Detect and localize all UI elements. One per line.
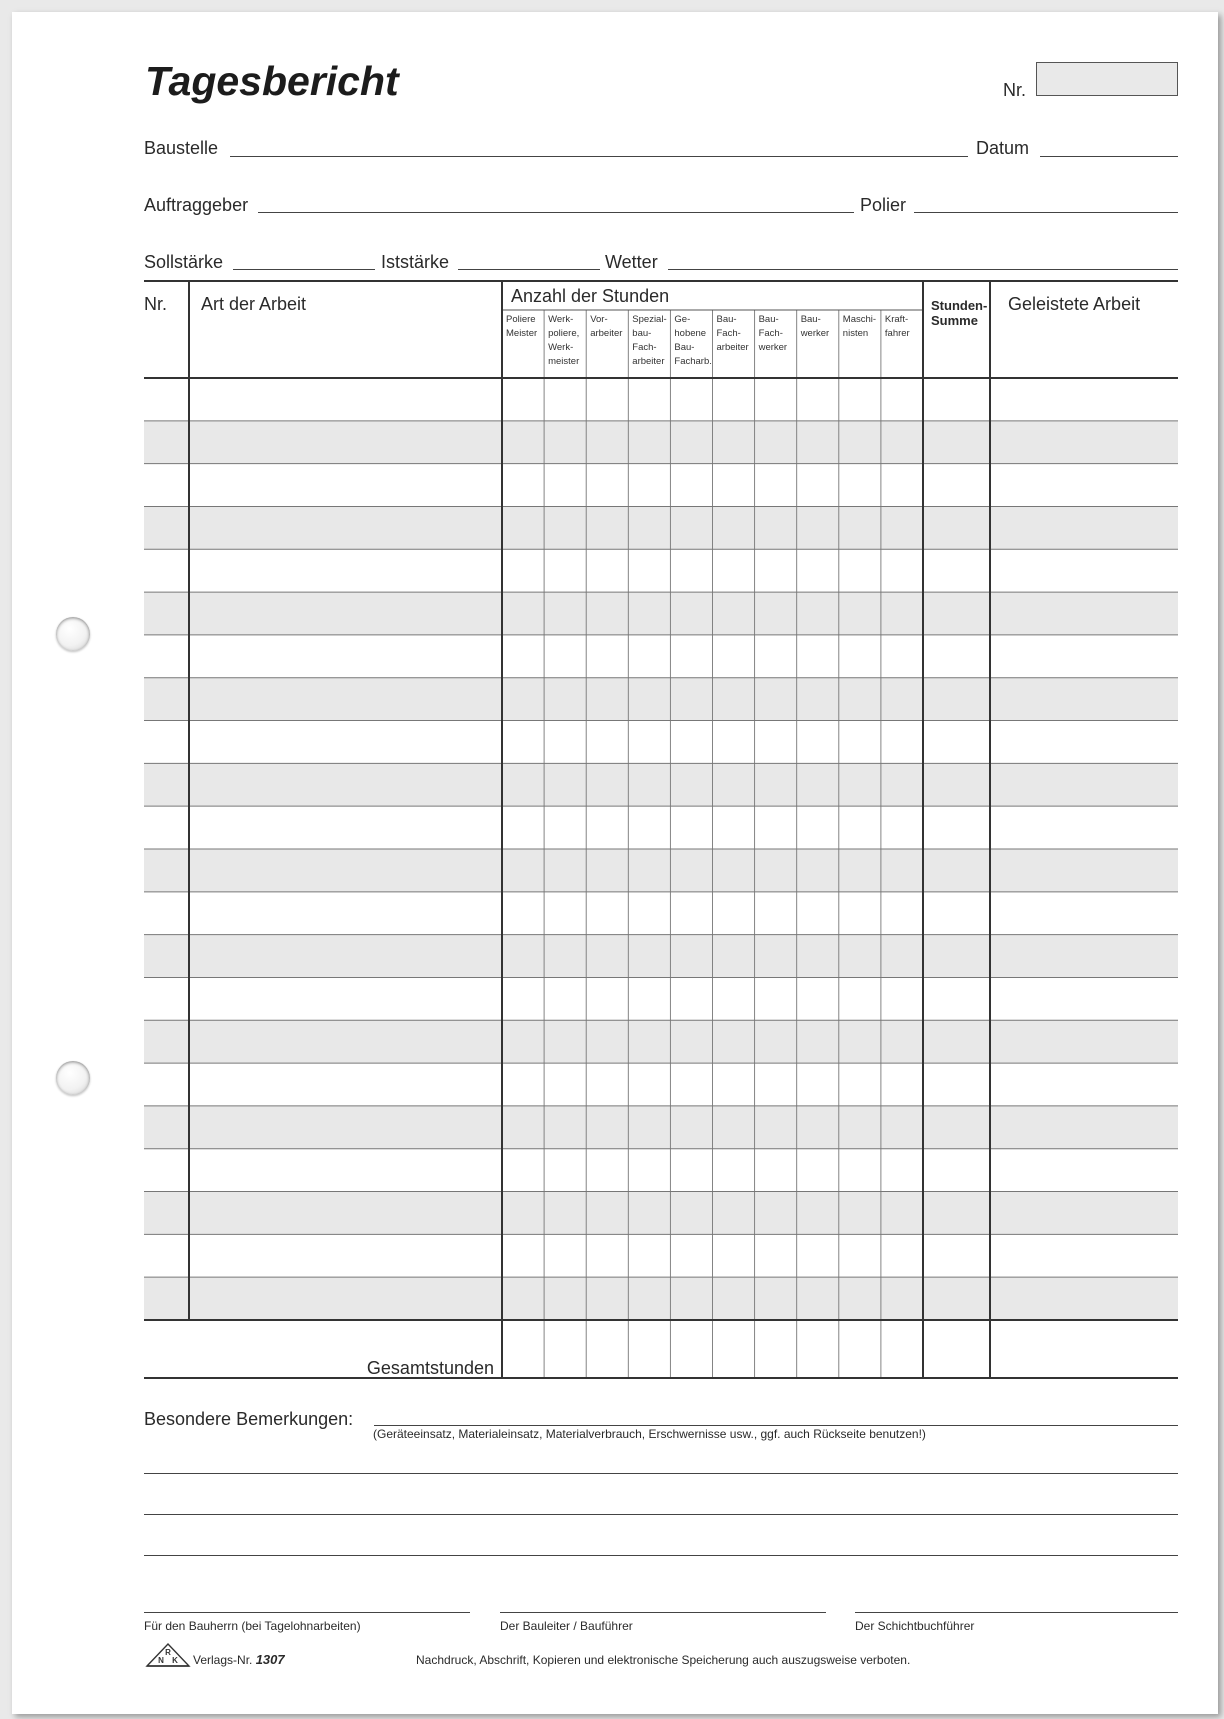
auftraggeber-label: Auftraggeber xyxy=(144,195,249,215)
worker-category-header-line: fahrer xyxy=(884,328,910,339)
table-row-shade xyxy=(144,1277,1178,1320)
worker-category-header xyxy=(674,313,712,369)
worker-category-header-line: Bau- xyxy=(800,314,821,325)
svg-text:N: N xyxy=(158,1656,164,1665)
sollstaerke-label: Sollstärke xyxy=(144,252,224,272)
signature-label-schichtbuch: Der Schichtbuchführer xyxy=(855,1619,975,1633)
gesamtstunden-label: Gesamtstunden xyxy=(366,1358,494,1378)
table-row-shade xyxy=(144,763,1178,806)
publisher-number-prefix: Verlags-Nr. xyxy=(193,1653,253,1667)
worker-category-header-line: arbeiter xyxy=(590,328,623,339)
worker-category-header-line: Bau- xyxy=(674,342,695,353)
worker-category-header-line: Werk- xyxy=(548,314,574,325)
worker-category-header-line: werker xyxy=(800,328,830,339)
worker-category-header-line: Maschi- xyxy=(842,314,877,325)
worker-category-header-line: Bau- xyxy=(758,314,779,325)
remarks-line-1[interactable] xyxy=(374,1425,1178,1426)
table-row-shade xyxy=(144,506,1178,549)
worker-category-header-line: Bau- xyxy=(716,314,737,325)
header-anzahl-der-stunden: Anzahl der Stunden xyxy=(511,286,670,306)
worker-category-header-line: arbeiter xyxy=(632,356,665,367)
header-stunden-summe-line2: Summe xyxy=(931,313,978,328)
table-row-shade xyxy=(144,1020,1178,1063)
worker-category-header xyxy=(506,313,537,341)
signature-label-bauherr: Für den Bauherrn (bei Tagelohnarbeiten) xyxy=(144,1619,361,1633)
worker-category-header xyxy=(801,313,830,341)
table-row-shade xyxy=(144,1106,1178,1149)
table-row-shade xyxy=(144,935,1178,978)
worker-category-header-line: poliere, xyxy=(548,328,580,339)
worker-category-header xyxy=(548,313,579,369)
table-row-shade xyxy=(144,592,1178,635)
polier-label: Polier xyxy=(860,195,907,215)
worker-category-header-line: Poliere xyxy=(506,314,536,325)
signature-line-schichtbuch[interactable] xyxy=(855,1612,1178,1613)
worker-category-header-line: meister xyxy=(548,356,580,367)
worker-category-header-line: arbeiter xyxy=(716,342,749,353)
worker-category-header xyxy=(717,313,749,355)
worker-category-header-line: nisten xyxy=(842,328,869,339)
table-row-shade xyxy=(144,421,1178,464)
wetter-label: Wetter xyxy=(605,252,658,272)
worker-category-header-line: Facharb. xyxy=(674,356,712,367)
worker-category-header-line: Fach- xyxy=(758,328,783,339)
datum-label: Datum xyxy=(976,138,1030,158)
iststaerke-label: Iststärke xyxy=(381,252,450,272)
worker-category-header-line: Vor- xyxy=(590,314,608,325)
worker-category-header-line: hobene xyxy=(674,328,707,339)
worker-category-header-line: Ge- xyxy=(674,314,691,325)
signature-line-bauleiter[interactable] xyxy=(500,1612,826,1613)
copyright-notice: Nachdruck, Abschrift, Kopieren und elektronische Speicherung auch auszugsweise verboten. xyxy=(416,1653,911,1667)
publisher-number xyxy=(193,1652,285,1667)
form-title: Tagesbericht xyxy=(145,58,399,104)
header-art-der-arbeit: Art der Arbeit xyxy=(201,294,307,314)
header-geleistete-arbeit: Geleistete Arbeit xyxy=(1008,294,1141,314)
worker-category-header-line: Kraft- xyxy=(884,314,909,325)
worker-category-header xyxy=(632,313,666,369)
table-row-shade xyxy=(144,678,1178,721)
remarks-hint: (Geräteeinsatz, Materialeinsatz, Materialverbrauch, Erschwernisse usw., ggf. auch Rückseite benutzen!) xyxy=(373,1427,926,1441)
table-row-shade xyxy=(144,849,1178,892)
worker-category-header xyxy=(759,313,788,355)
worker-category-header xyxy=(885,313,910,341)
worker-category-header-line: Spezial- xyxy=(632,314,667,325)
signature-line-bauherr[interactable] xyxy=(144,1612,470,1613)
worker-category-header-line: Fach- xyxy=(632,342,657,353)
worker-category-header-line: werker xyxy=(758,342,788,353)
worker-category-header-line: bau- xyxy=(632,328,652,339)
publisher-number-value: 1307 xyxy=(255,1652,285,1667)
remarks-line-2[interactable] xyxy=(144,1473,1178,1474)
baustelle-label: Baustelle xyxy=(144,138,219,158)
worker-category-header-line: Meister xyxy=(506,328,538,339)
report-number-label: Nr. xyxy=(1003,80,1027,100)
publisher-logo xyxy=(144,1641,194,1669)
header-nr: Nr. xyxy=(144,294,168,314)
remarks-line-3[interactable] xyxy=(144,1514,1178,1515)
svg-text:K: K xyxy=(172,1656,178,1665)
worker-category-header-line: Fach- xyxy=(716,328,741,339)
worker-category-header xyxy=(843,313,876,341)
remarks-label: Besondere Bemerkungen: xyxy=(144,1409,354,1429)
remarks-line-4[interactable] xyxy=(144,1555,1178,1556)
worker-category-header-line: Werk- xyxy=(548,342,574,353)
table-row-shade xyxy=(144,1192,1178,1235)
signature-label-bauleiter: Der Bauleiter / Bauführer xyxy=(500,1619,633,1633)
header-stunden-summe-line1: Stunden- xyxy=(931,298,988,313)
worker-category-header xyxy=(590,313,622,341)
svg-text:R: R xyxy=(165,1648,171,1657)
